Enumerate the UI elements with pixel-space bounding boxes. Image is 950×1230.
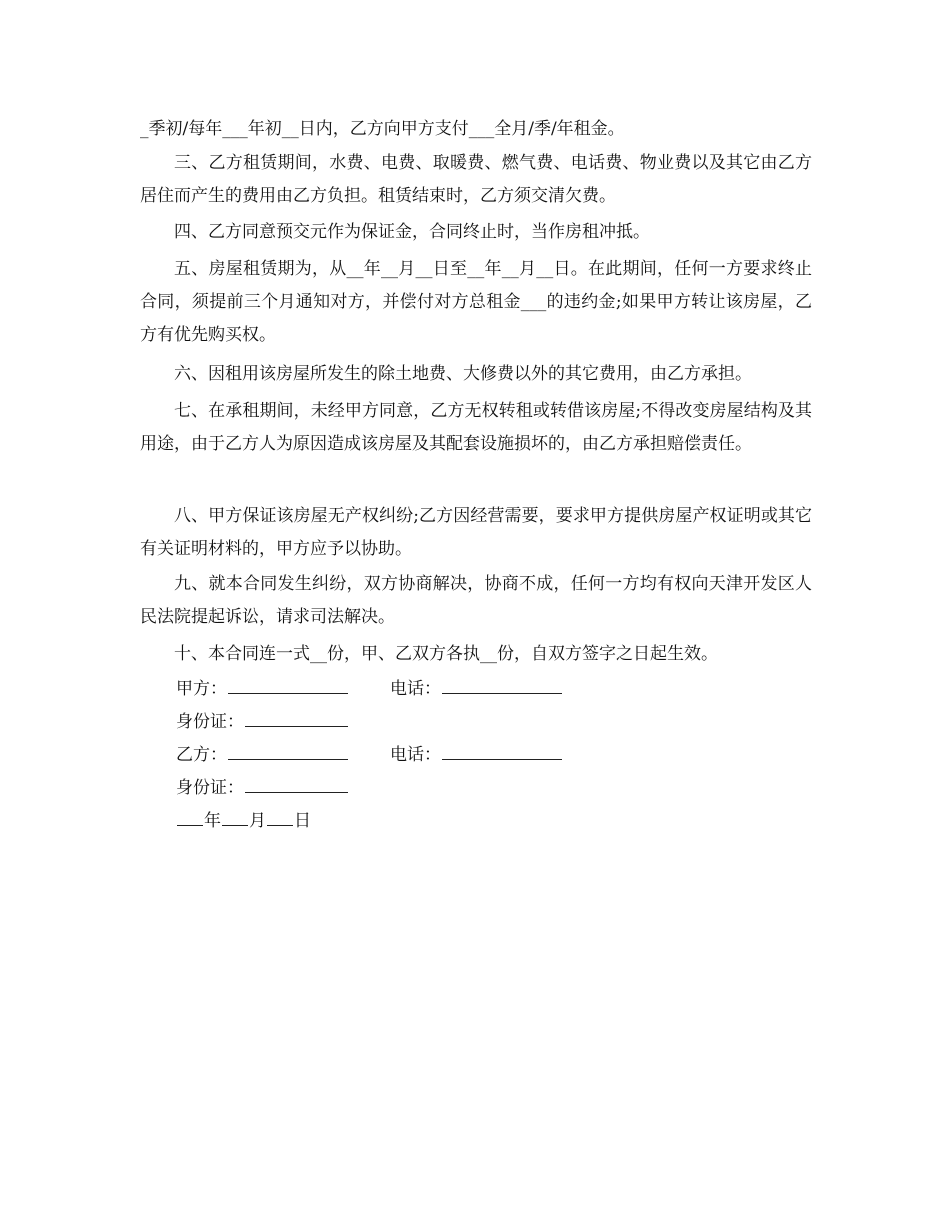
id-b-blank bbox=[245, 792, 348, 793]
phone-b-label: 电话： bbox=[390, 745, 441, 765]
signing-date bbox=[176, 805, 311, 838]
id-b-label: 身份证： bbox=[176, 778, 244, 798]
party-b-row bbox=[176, 739, 349, 772]
paragraph-clause-10: 十、本合同连一式__份，甲、乙双方各执__份，自双方签字之日起生效。 bbox=[174, 644, 718, 664]
date-month-label: 月 bbox=[249, 811, 266, 831]
paragraph-payment-terms: _季初/每年___年初__日内，乙方向甲方支付___全月/季/年租金。 bbox=[140, 119, 625, 139]
year-blank bbox=[177, 825, 203, 826]
phone-b-row bbox=[390, 739, 563, 772]
paragraph-clause-4: 四、乙方同意预交元作为保证金，合同终止时，当作房租冲抵。 bbox=[174, 222, 650, 242]
paragraph-clause-5: 五、房屋租赁期为，从__年__月__日至__年__月__日。在此期间，任何一方要求终止合同，须提前三个月通知对方，并偿付对方总租金___的违约金;如果甲方转让该房屋，乙方有优先购买权。 bbox=[140, 259, 812, 345]
paragraph-clause-9: 九、就本合同发生纠纷，双方协商解决，协商不成，任何一方均有权向天津开发区人民法院提起诉讼，请求司法解决。 bbox=[140, 574, 812, 627]
party-a-blank bbox=[228, 693, 348, 694]
phone-a-row bbox=[390, 673, 563, 706]
party-b-blank bbox=[228, 759, 348, 760]
party-a-row bbox=[176, 673, 349, 706]
phone-a-label: 电话： bbox=[390, 679, 441, 699]
party-a-label: 甲方： bbox=[176, 679, 227, 699]
phone-a-blank bbox=[442, 693, 562, 694]
date-day-label: 日 bbox=[294, 811, 311, 831]
date-year-label: 年 bbox=[204, 811, 221, 831]
month-blank bbox=[222, 825, 248, 826]
paragraph-clause-6: 六、因租用该房屋所发生的除土地费、大修费以外的其它费用，由乙方承担。 bbox=[174, 364, 752, 384]
day-blank bbox=[267, 825, 293, 826]
id-b-row bbox=[176, 772, 349, 805]
paragraph-clause-8: 八、甲方保证该房屋无产权纠纷;乙方因经营需要，要求甲方提供房屋产权证明或其它有关证明材料的，甲方应予以协助。 bbox=[140, 506, 812, 559]
id-a-label: 身份证： bbox=[176, 712, 244, 732]
id-a-blank bbox=[245, 726, 348, 727]
id-a-row bbox=[176, 706, 349, 739]
paragraph-clause-3: 三、乙方租赁期间，水费、电费、取暖费、燃气费、电话费、物业费以及其它由乙方居住而产生的费用由乙方负担。租赁结束时，乙方须交清欠费。 bbox=[140, 153, 812, 206]
paragraph-clause-7: 七、在承租期间，未经甲方同意，乙方无权转租或转借该房屋;不得改变房屋结构及其用途，由于乙方人为原因造成该房屋及其配套设施损坏的，由乙方承担赔偿责任。 bbox=[140, 401, 812, 454]
party-b-label: 乙方： bbox=[176, 745, 227, 765]
phone-b-blank bbox=[442, 759, 562, 760]
